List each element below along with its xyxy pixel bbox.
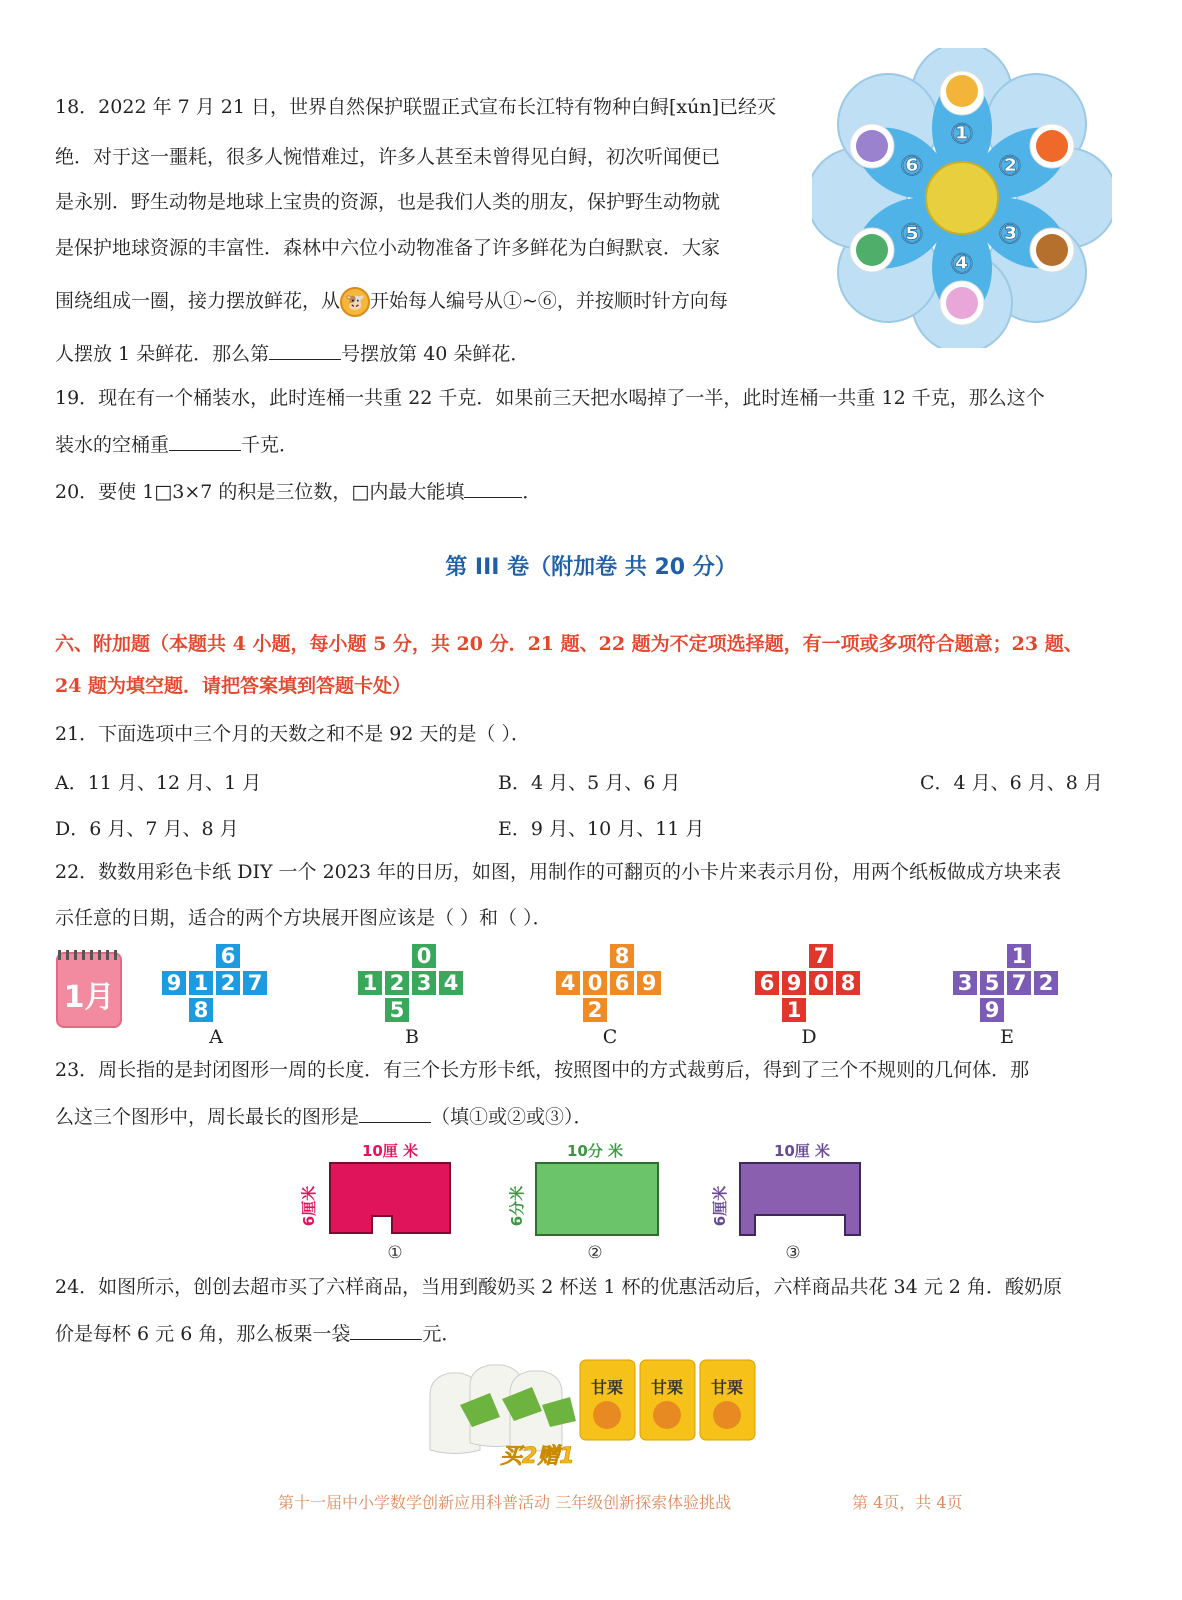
flower-number-4: ④ (950, 247, 974, 280)
shape-2 (536, 1163, 658, 1235)
q18-line-6-b: 号摆放第 40 朵鲜花． (341, 343, 530, 365)
net-C-middle-tile: 4 (556, 971, 580, 995)
net-label-A[interactable]: A (209, 1026, 223, 1048)
promo-label: 买2赠1 (500, 1444, 575, 1469)
net-D-middle-tile: 9 (782, 971, 806, 995)
net-A-top-tile: 6 (216, 944, 240, 968)
shape1-number: ① (387, 1243, 403, 1263)
chestnut-label-2: 甘栗 (650, 1378, 684, 1397)
q18-line-5-a: 围绕组成一圈，接力摆放鲜花，从 (55, 290, 341, 312)
yogurt-bottles (430, 1365, 576, 1454)
section-title: 第 III 卷（附加卷 共 20 分） (445, 555, 737, 580)
net-A-middle-tile: 7 (243, 971, 267, 995)
shape-1 (330, 1163, 450, 1233)
q22-line-1: 22．数数用彩色卡纸 DIY 一个 2023 年的日历，如图，用制作的可翻页的小卡片来表示月份，用两个纸板做成方块来表 (55, 861, 1061, 883)
net-E-bottom-tile: 9 (980, 998, 1004, 1022)
shape-3 (740, 1163, 860, 1235)
net-C-middle-tile: 6 (610, 971, 634, 995)
q23-line-2 (55, 1104, 593, 1129)
net-D-top-tile: 7 (809, 944, 833, 968)
q21-option-b[interactable]: B．4 月、5 月、6 月 (498, 772, 681, 794)
footer-left: 第十一届中小学数学创新应用科普活动 三年级创新探索体验挑战 (278, 1493, 732, 1512)
q21-option-a[interactable]: A．11 月、12 月、1 月 (55, 772, 262, 794)
q24-line-1: 24．如图所示，创创去超市买了六样商品，当用到酸奶买 2 杯送 1 杯的优惠活动后，六样商品共花 34 元 2 角．酸奶原 (55, 1276, 1062, 1298)
net-label-B[interactable]: B (405, 1026, 419, 1048)
q22-line-2: 示任意的日期，适合的两个方块展开图应该是（ ）和（ ）． (55, 907, 552, 929)
q18-line-5-b: 开始每人编号从①~⑥，并按顺时针方向每 (370, 290, 728, 312)
chestnut-label-1: 甘栗 (590, 1378, 624, 1397)
q19-line-2-a: 装水的空桶重 (55, 434, 170, 456)
q18-line-3: 是永别．野生动物是地球上宝贵的资源，也是我们人类的朋友，保护野生动物就 (55, 191, 721, 213)
net-A-middle-tile: 2 (216, 971, 240, 995)
cow-face-icon (946, 75, 978, 107)
shape1-top-label: 10厘 米 (361, 1142, 419, 1160)
net-label-D[interactable]: D (801, 1026, 817, 1048)
q24-line-2-a: 价是每杯 6 元 6 角，那么板栗一袋 (55, 1323, 351, 1345)
q18-answer-blank[interactable] (269, 341, 341, 360)
net-B-middle-tile: 1 (358, 971, 382, 995)
q20-text-b: ． (522, 481, 542, 503)
q19-answer-blank[interactable] (169, 432, 241, 451)
net-E-middle-tile: 7 (1007, 971, 1031, 995)
q18-line-6 (55, 341, 529, 366)
part6-line-1: 六、附加题（本题共 4 小题，每小题 5 分，共 20 分．21 题、22 题为不定项选择题，有一项或多项符合题意；23 题、 (55, 633, 1083, 655)
calendar-icon (56, 952, 122, 1028)
q23-answer-blank[interactable] (359, 1104, 431, 1123)
shape2-top-label: 10分 米 (566, 1142, 624, 1160)
net-B-middle-tile: 4 (439, 971, 463, 995)
net-B-middle-tile: 2 (385, 971, 409, 995)
net-D-middle-tile: 8 (836, 971, 860, 995)
net-B-bottom-tile: 5 (385, 998, 409, 1022)
flower-illustration (812, 48, 1112, 348)
q19-line-1: 19．现在有一个桶装水，此时连桶一共重 22 千克．如果前三天把水喝掉了一半，此时连桶一共重 12 千克，那么这个 (55, 387, 1045, 409)
q20-text-a: 20．要使 1□3×7 的积是三位数，□内最大能填 (55, 481, 465, 503)
q18-line-5 (55, 287, 728, 317)
q18-line-4: 是保护地球资源的丰富性．森林中六位小动物准备了许多鲜花为白鲟默哀．大家 (55, 237, 721, 259)
shape3-top-label: 10厘 米 (773, 1142, 831, 1160)
sheep-face-icon (946, 287, 978, 319)
net-D-middle-tile: 6 (755, 971, 779, 995)
q20-answer-blank[interactable] (464, 479, 522, 498)
net-B-middle-tile: 3 (412, 971, 436, 995)
net-C-top-tile: 8 (610, 944, 634, 968)
net-A-bottom-tile: 8 (189, 998, 213, 1022)
cat-face-icon (1036, 130, 1068, 162)
q18-line-1: 18．2022 年 7 月 21 日，世界自然保护联盟正式宣布长江特有物种白鲟[xún]已经灭 (55, 96, 777, 118)
net-A-middle-tile: 1 (189, 971, 213, 995)
q19-line-2 (55, 432, 298, 457)
net-C-bottom-tile: 2 (583, 998, 607, 1022)
shape3-side-label: 6厘米 (711, 1185, 729, 1227)
net-A-middle-tile: 9 (162, 971, 186, 995)
net-C-middle-tile: 9 (637, 971, 661, 995)
shape2-side-label: 6分米 (508, 1185, 526, 1227)
chestnut-bags (580, 1360, 755, 1440)
cow-icon: 🐮 (340, 287, 370, 317)
chestnut-label-3: 甘栗 (710, 1378, 744, 1397)
perimeter-shapes (300, 1138, 880, 1268)
shape1-side-label: 6厘米 (300, 1185, 318, 1227)
elephant-face-icon (856, 234, 888, 266)
bear-face-icon (1036, 234, 1068, 266)
q21-stem: 21．下面选项中三个月的天数之和不是 92 天的是（ ）． (55, 723, 530, 745)
net-B-top-tile: 0 (412, 944, 436, 968)
q21-option-c[interactable]: C．4 月、6 月、8 月 (920, 772, 1103, 794)
net-label-C[interactable]: C (602, 1026, 618, 1048)
q24-line-2 (55, 1321, 460, 1346)
flower-number-5: ⑤ (900, 217, 924, 250)
octopus-face-icon (856, 130, 888, 162)
flower-number-3: ③ (998, 217, 1022, 250)
flower-number-1: ① (950, 117, 974, 150)
q23-line-1: 23．周长指的是封闭图形一周的长度．有三个长方形卡纸，按照图中的方式裁剪后，得到了三个不规则的几何体．那 (55, 1059, 1030, 1081)
net-E-middle-tile: 3 (953, 971, 977, 995)
flower-number-6: ⑥ (900, 149, 924, 182)
q21-option-d[interactable]: D．6 月、7 月、8 月 (55, 818, 239, 840)
part6-line-2: 24 题为填空题．请把答案填到答题卡处） (55, 675, 412, 697)
shape3-number: ③ (785, 1243, 801, 1263)
net-label-E[interactable]: E (1000, 1026, 1014, 1048)
q23-line-2-a: 么这三个图形中，周长最长的图形是 (55, 1106, 360, 1128)
net-D-bottom-tile: 1 (782, 998, 806, 1022)
net-D-middle-tile: 0 (809, 971, 833, 995)
net-E-middle-tile: 2 (1034, 971, 1058, 995)
q24-line-2-b: 元． (422, 1323, 461, 1345)
net-E-middle-tile: 5 (980, 971, 1004, 995)
flower-number-2: ② (998, 149, 1022, 182)
q21-option-e[interactable]: E．9 月、10 月、11 月 (498, 818, 705, 840)
products-illustration (420, 1355, 770, 1470)
net-C-middle-tile: 0 (583, 971, 607, 995)
calendar-month-label: 1月 (63, 980, 115, 1015)
footer-right: 第 4页，共 4页 (852, 1493, 963, 1512)
q18-line-2: 绝．对于这一噩耗，很多人惋惜难过，许多人甚至未曾得见白鲟，初次听闻便已 (55, 146, 721, 168)
shape2-number: ② (587, 1243, 603, 1263)
q18-line-6-a: 人摆放 1 朵鲜花．那么第 (55, 343, 270, 365)
q20-line (55, 479, 541, 504)
net-E-top-tile: 1 (1007, 944, 1031, 968)
q19-line-2-b: 千克． (241, 434, 299, 456)
q24-answer-blank[interactable] (350, 1321, 422, 1340)
q23-line-2-b: （填①或②或③）． (431, 1106, 593, 1128)
